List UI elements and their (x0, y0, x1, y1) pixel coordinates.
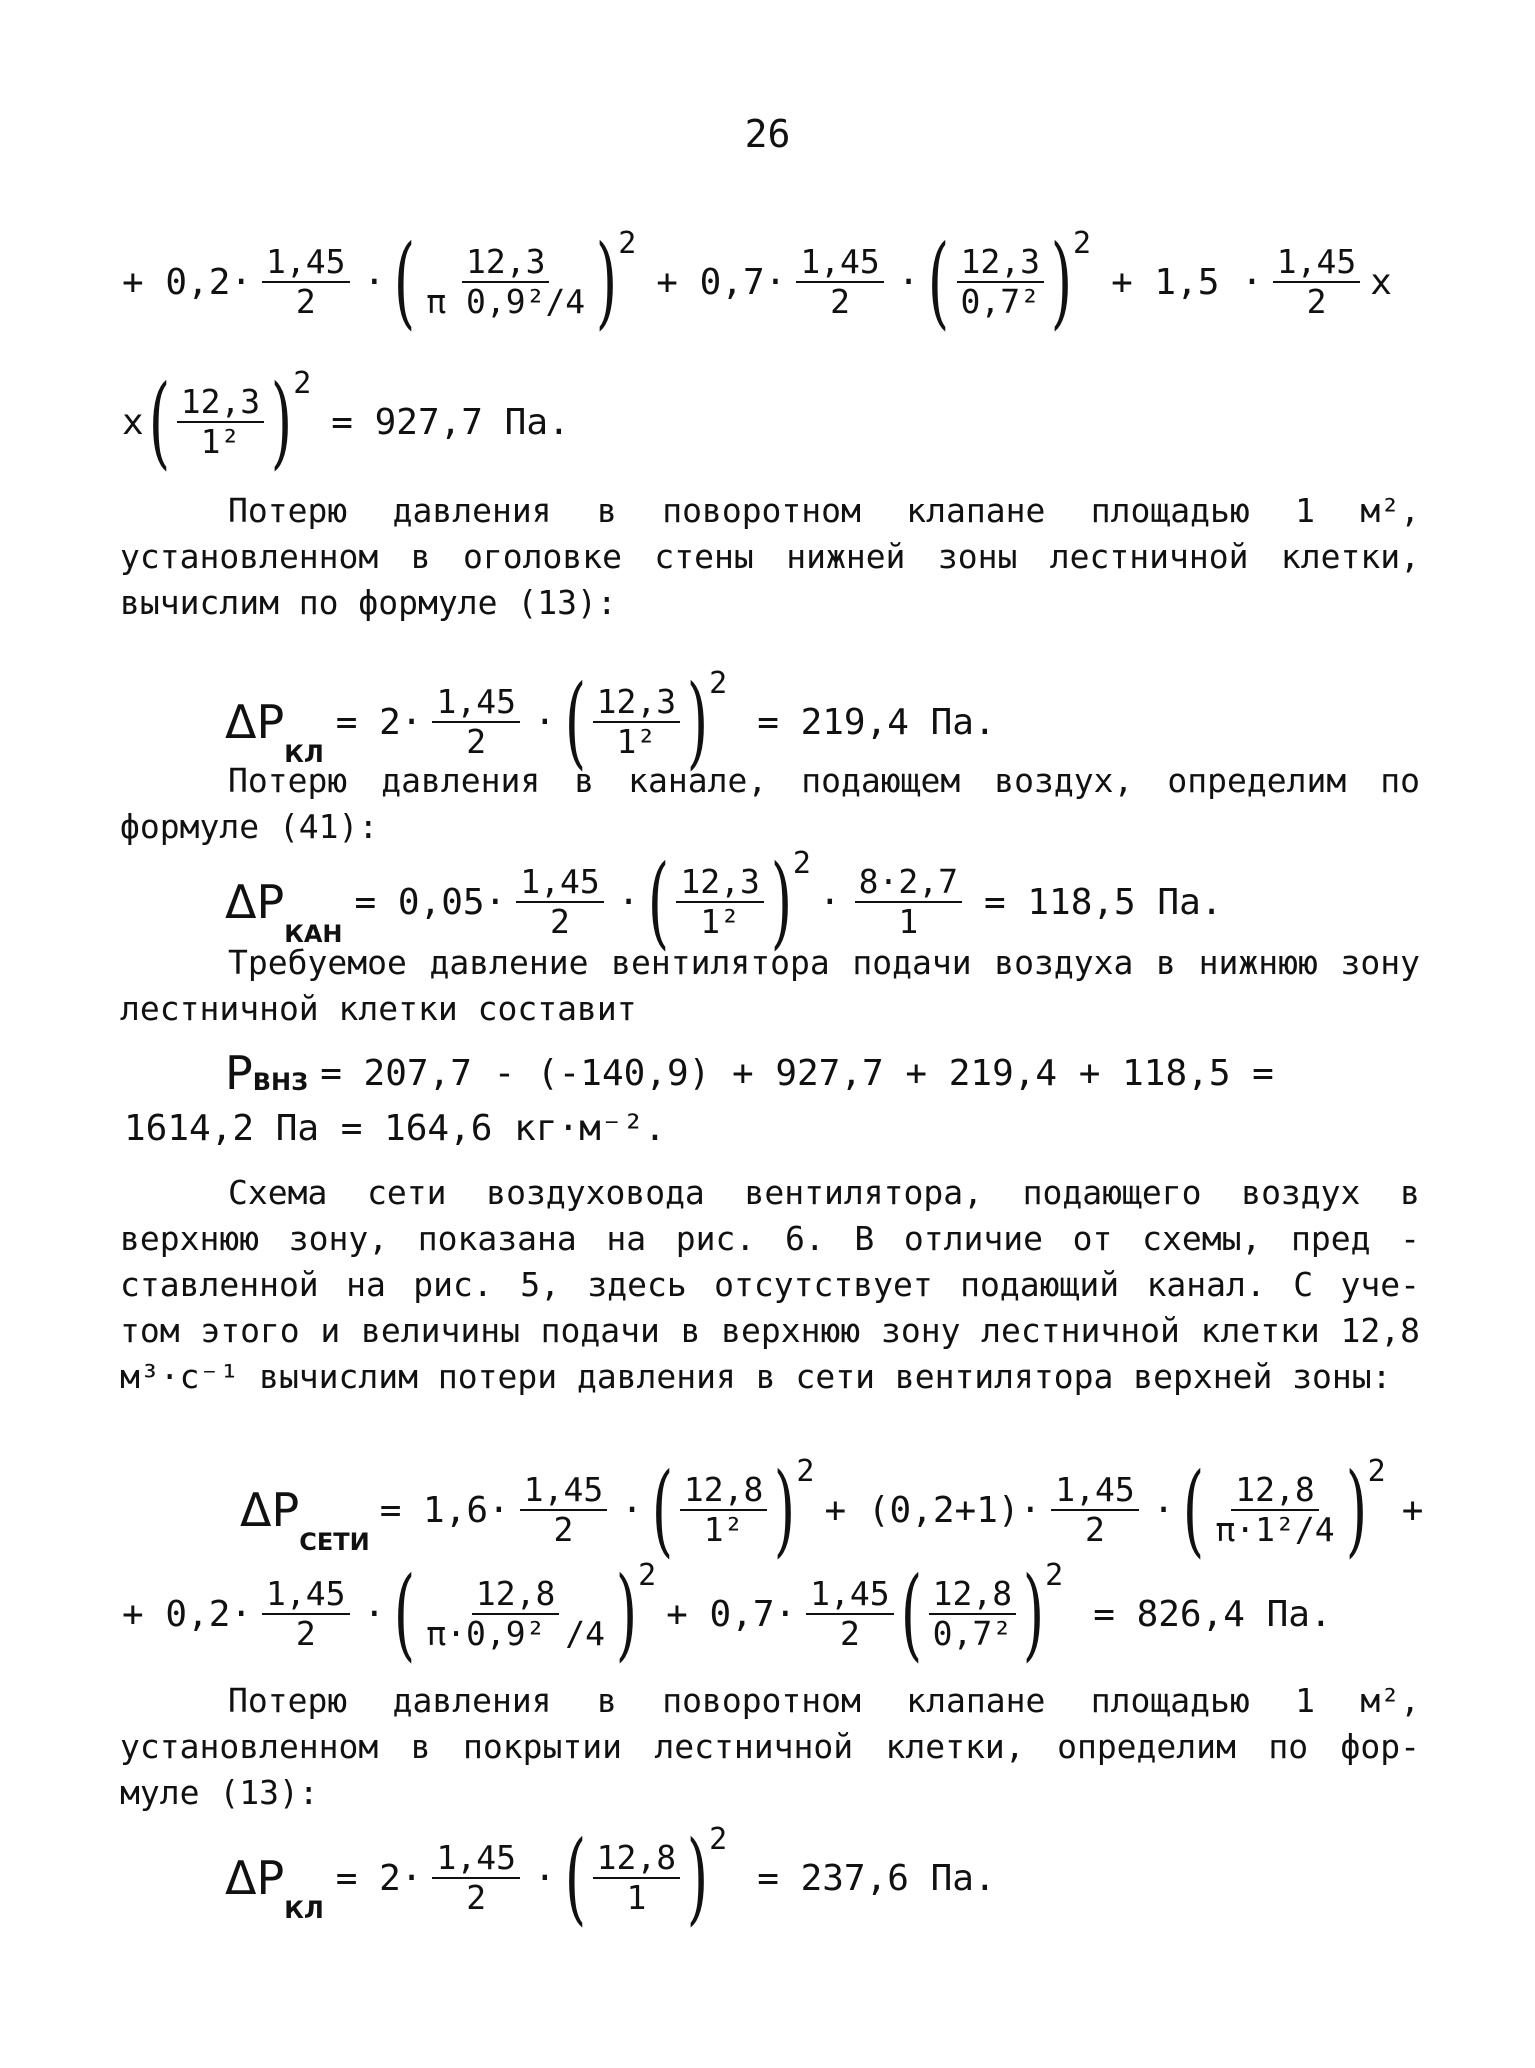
eq1-term2-coef: + 0,7· (656, 261, 787, 303)
eq1-term1-coef: + 0,2· (122, 261, 253, 303)
equation-delta-p-kan: ΔP КАН = 0,05· $\frac{1,45}{2}$ · ( $\frac{12,3}{\text{1²}}$ ) 2 · $\frac{8\cdot 2,7}{1}$ = 118,5 Па. (225, 843, 1223, 960)
page-number: 26 (744, 112, 791, 156)
paragraph-5: Потерю давления в поворотном клапане площадью 1 м², установленном в покрытии лестничной клетки, определим по фор- муле (13): (120, 1681, 1420, 1812)
eq1b-result: = 927,7 Па. (331, 401, 570, 443)
eq1-term1-fraction: $\frac{1,45}{2}$ (262, 243, 349, 321)
equation-delta-p-seti-line2: + 0,2· $\frac{1,45}{2}$ · ( $\frac{12,8}{\text{π·0,9² /4}}$ ) 2 + 0,7· $\frac{1,45}{2}$ ( $\frac{12,8}{\text{0,7²}}$ ) 2 = 826,4 Па. (122, 1555, 1332, 1672)
equation-p-vnz-line2: 1614,2 Па = 164,6 кг·м⁻². (124, 1108, 666, 1149)
equation-continuation-1b: x ( $\frac{12,3}{\text{1²}}$ ) 2 = 927,7 Па. (122, 363, 570, 480)
eq1b-inner-fraction: $\frac{12,3}{\text{1²}}$ (177, 383, 264, 461)
eq1-term3-fraction: $\frac{1,45}{2}$ (1273, 243, 1360, 321)
paragraph-4: Схема сети воздуховода вентилятора, подающего воздух в верхнюю зону, показана на рис. 6. В отличие от схемы, пред - ставленной на рис. 5, здесь отсутствует подающий канал. С уче- том этого и величины подачи в верхнюю зону лестничной клетки 12,8 м³·с⁻¹ вычислим потери давления в сети вентилятора верхней зоны: (120, 1173, 1420, 1396)
eq1-term1-inner-fraction: $\frac{12,3}{\text{π 0,9²/4}}$ (426, 242, 586, 321)
equation-continuation-1: + 0,2· $\frac{1,45}{2}$ · ( $\frac{12,3}{\text{π 0,9²/4}}$ ) 2 + 0,7· $\frac{1,45}{2}$ · ( $\frac{12,3}{\text{0,7²}}$ ) 2 + 1,5 · $\frac{1,45}{2}$ x (122, 223, 1392, 340)
equation-delta-p-seti: ΔP СЕТИ = 1,6· $\frac{1,45}{2}$ · ( $\frac{12,8}{\text{1²}}$ ) 2 + (0,2+1)· $\frac{1,45}{2}$ · ( $\frac{12,8}{\text{π·1²/4}}$ ) 2 + (240, 1451, 1424, 1568)
equation-delta-p-kl-2: ΔP КЛ = 2· $\frac{1,45}{2}$ · ( $\frac{12,8}{1}$ ) 2 = 237,6 Па. (225, 1819, 996, 1936)
equation-p-vnz: P ВНЗ = 207,7 - (-140,9) + 927,7 + 219,4 + 118,5 = (225, 1046, 1274, 1100)
eq1-term3-coef: + 1,5 · (1111, 261, 1263, 303)
paragraph-1: Потерю давления в поворотном клапане площадью 1 м², установленном в оголовке стены нижней зоны лестничной клетки, вычислим по формуле (13): (120, 491, 1420, 622)
eq1-term2-fraction: $\frac{1,45}{2}$ (796, 243, 883, 321)
paragraph-2: Потерю давления в канале, подающем воздух, определим по формуле (41): (120, 761, 1420, 846)
eq1-term2-inner-fraction: $\frac{12,3}{\text{0,7²}}$ (957, 243, 1044, 321)
paragraph-3: Требуемое давление вентилятора подачи воздуха в нижнюю зону лестничной клетки составит (120, 943, 1420, 1028)
equation-delta-p-kl-1: ΔP КЛ = 2· $\frac{1,45}{2}$ · ( $\frac{12,3}{\text{1²}}$ ) 2 = 219,4 Па. (225, 663, 996, 780)
